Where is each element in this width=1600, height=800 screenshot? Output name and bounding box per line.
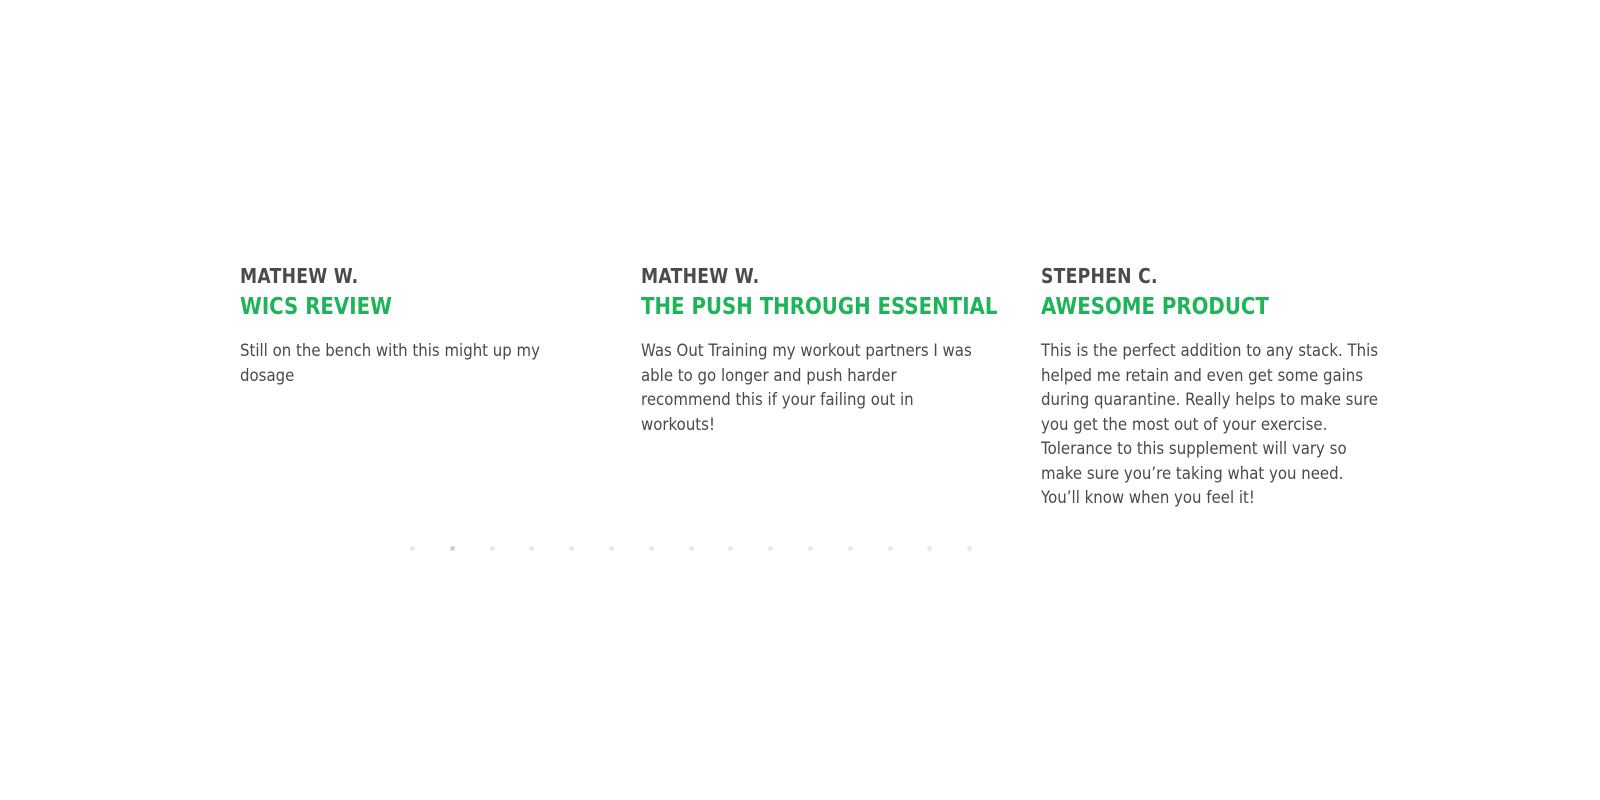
- pagination-dot[interactable]: [848, 546, 853, 551]
- pagination-dot[interactable]: [569, 546, 574, 551]
- pagination-dot[interactable]: [888, 546, 893, 551]
- pagination-dot[interactable]: [649, 546, 654, 551]
- review-card: [240, 263, 600, 388]
- review-body: Still on the bench with this might up my dosage: [240, 341, 540, 386]
- pagination-dot[interactable]: [927, 546, 932, 551]
- review-body: This is the perfect addition to any stack. This helped me retain and even get some gains during quarantine. Really helps to make sure you get the most out of your exercise. Tolerance to this supplement will vary so make sure you’re taking what you need. You’ll know when you feel it!: [1041, 341, 1379, 508]
- pagination-dot[interactable]: [808, 546, 813, 551]
- review-author: STEPHEN C.: [1041, 264, 1158, 288]
- pagination-dot[interactable]: [490, 546, 495, 551]
- review-card: [1041, 263, 1401, 511]
- review-title: THE PUSH THROUGH ESSENTIAL: [641, 294, 998, 320]
- pagination-dot[interactable]: [410, 546, 415, 551]
- pagination-dot[interactable]: [609, 546, 614, 551]
- review-card: [641, 263, 1001, 437]
- pagination-dot[interactable]: [450, 546, 455, 551]
- review-title: AWESOME PRODUCT: [1041, 294, 1269, 320]
- pagination-dot[interactable]: [967, 546, 972, 551]
- review-author: MATHEW W.: [641, 264, 760, 288]
- pagination-dot[interactable]: [728, 546, 733, 551]
- pagination-dot[interactable]: [529, 546, 534, 551]
- review-body: Was Out Training my workout partners I was able to go longer and push harder recommend this if your failing out in workouts!: [641, 341, 972, 435]
- review-title: WICS REVIEW: [240, 294, 392, 320]
- pagination-dot[interactable]: [768, 546, 773, 551]
- review-author: MATHEW W.: [240, 264, 359, 288]
- reviews-carousel: [240, 263, 1379, 563]
- pagination-dot[interactable]: [689, 546, 694, 551]
- carousel-pagination: [410, 546, 990, 552]
